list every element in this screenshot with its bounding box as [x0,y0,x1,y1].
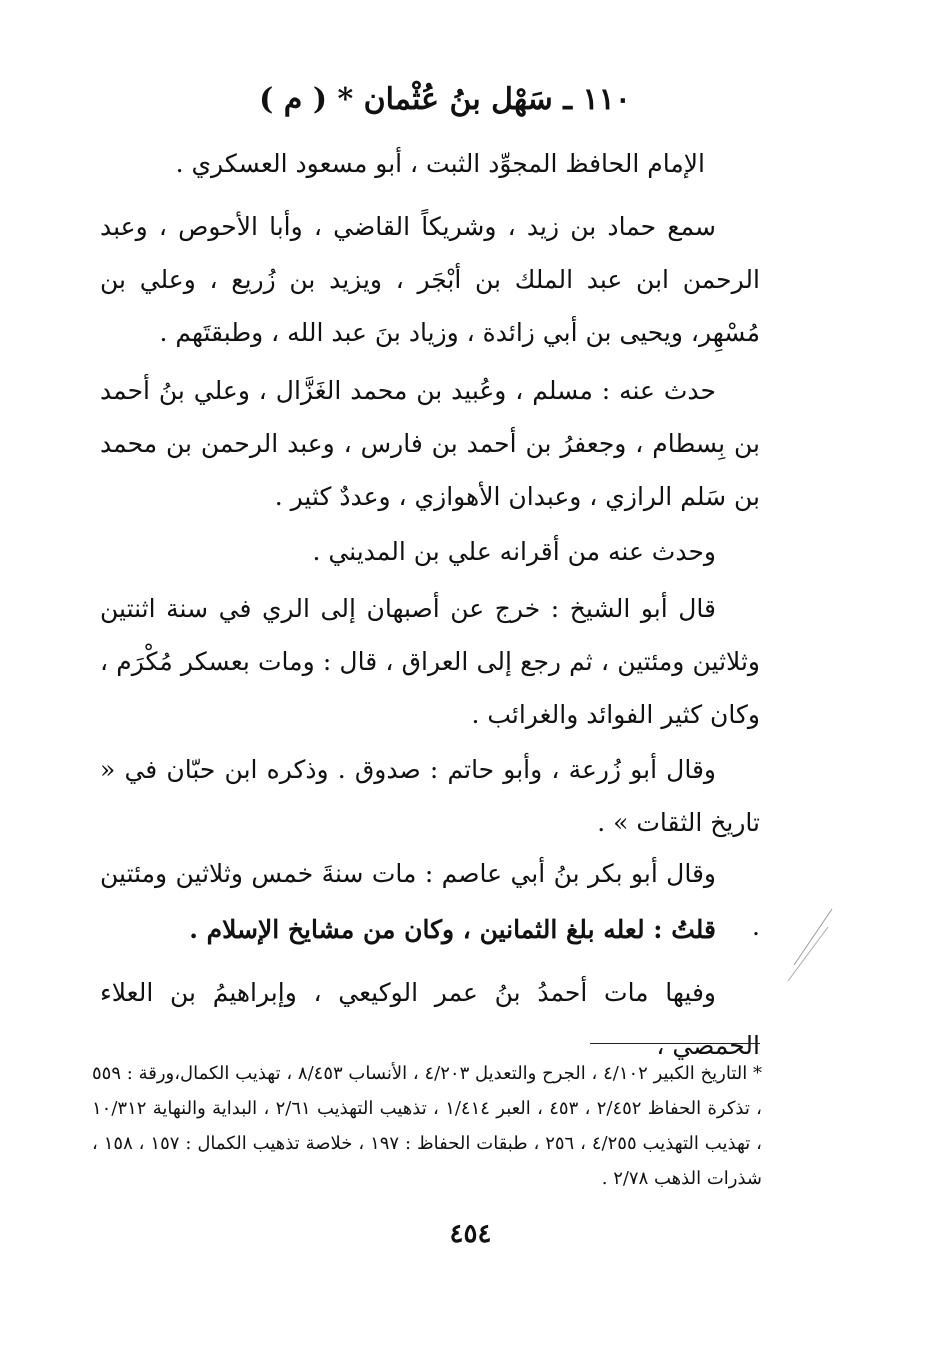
scan-mark [780,905,840,985]
paragraph-text: حدث عنه : مسلم ، وعُبيد بن محمد الغَزَّال ، وعلي بنُ أحمد بن بِسطام ، وجعفرُ بن أحمد بن فارس ، وعبد الرحمن بن محمد بن سَلم الرازي ، وعبدان الأهوازي ، وعددٌ كثير . [100,376,760,511]
paragraph-text: وقال أبو زُرعة ، وأبو حاتم : صدوق . وذكره ابن حبّان في « تاريخ الثقات » . [100,755,760,837]
page-number: ٤٥٤ [449,1219,492,1249]
paragraph-author-note [100,903,760,956]
paragraph-abu-shaykh [100,582,760,741]
footnote-separator [590,1043,760,1044]
entry-title: ١١٠ ـ سَهْل بنُ عُثْمان * ( م ) [259,82,631,117]
paragraph-teachers [100,200,760,359]
paragraph-text: وقال أبو بكر بنُ أبي عاصم : مات سنةَ خمس وثلاثين ومئتين . [100,859,760,941]
paragraph-reliability [100,743,760,849]
paragraph-text: قال أبو الشيخ : خرج عن أصبهان إلى الري في سنة اثنتين وثلاثين ومئتين ، ثم رجع إلى العراق ، قال : ومات بعسكر مُكْرَم ، وكان كثير الفوائد والغرائب . [100,594,760,729]
entry-intro: الإمام الحافظ المجوِّد الثبت ، أبو مسعود العسكري . [175,149,705,178]
footnote-sources: * التاريخ الكبير ٤/١٠٢ ، الجرح والتعديل ٤/٢٠٣ ، الأنساب ٨/٤٥٣ ، تهذيب الكمال،ورقة : ٥٥٩ ، تذكرة الحفاظ ٢/٤٥٢ ، ٤٥٣ ، العبر ١/٤١٤ ، تذهيب التهذيب ٢/٦١ ، البداية والنهاية ١٠/٣١٢ ، تهذيب التهذيب ٤/٢٥٥ ، ٢٥٦ ، طبقات الحفاظ : ١٩٧ ، خلاصة تذهيب الكمال : ١٥٧ ، ١٥٨ ، شذرات الذهب ٢/٧٨ . [92,1063,763,1189]
paragraph-text: وفيها مات أحمدُ بنُ عمر الوكيعي ، وإبراهيمُ بن العلاء الحمصي ، [100,978,760,1060]
paragraph-text: قلتُ : لعله بلغ الثمانين ، وكان من مشايخ الإسلام . [189,915,716,944]
paragraph-text: سمع حماد بن زيد ، وشريكاً القاضي ، وأبا الأحوص ، وعبد الرحمن ابن عبد الملك بن أبْجَر ، ويزيد بن زُريع ، وعلي بن مُسْهِر، ويحيى بن أبي زائدة ، وزياد بنَ عبد الله ، وطبقتَهم . [100,212,760,347]
paragraph-peers [100,525,760,578]
paragraph-text: وحدث عنه من أقرانه علي بن المديني . [312,537,716,566]
paragraph-students [100,364,760,523]
